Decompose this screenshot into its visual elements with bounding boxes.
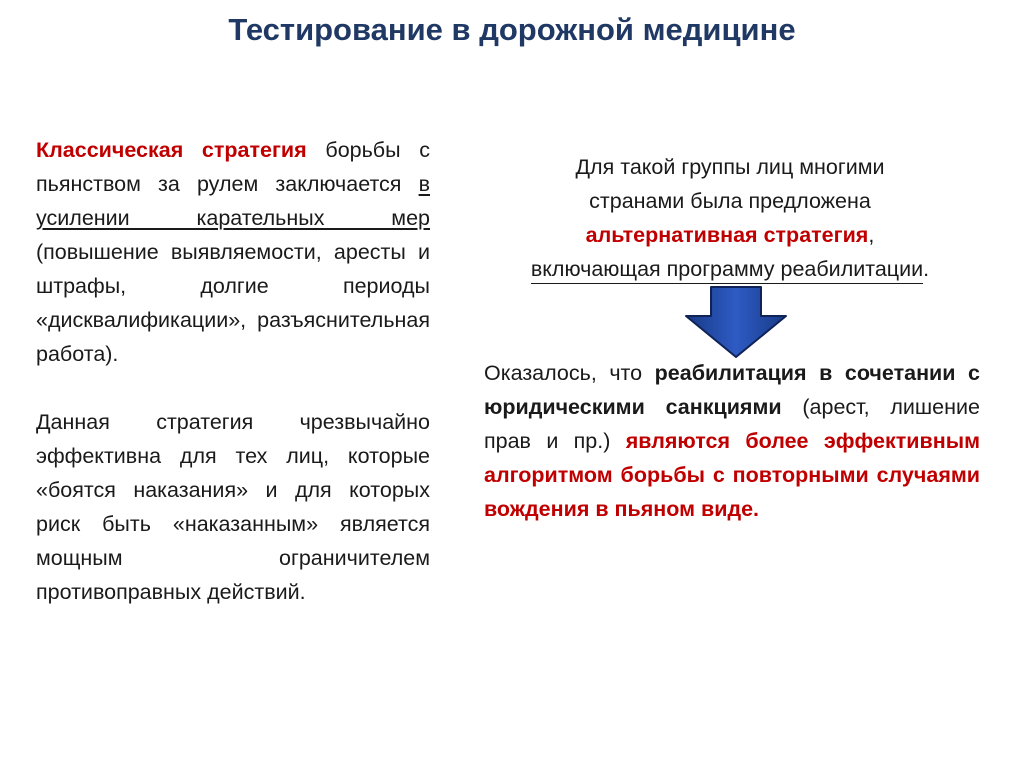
alt-line-2: странами была предложена xyxy=(589,189,871,213)
rehabilitation-sanctions-term: реабилитация в сочетании с юридическими санкциями xyxy=(484,361,980,419)
rehab-program-text: включающая программу реабилитации xyxy=(531,255,923,284)
classic-strategy-paragraph xyxy=(36,133,430,371)
alt-line-3 xyxy=(470,218,990,252)
alternative-strategy-block xyxy=(470,150,990,286)
sanctions-examples: (арест, лишение прав и пр.) xyxy=(484,395,980,453)
rehabilitation-conclusion-block xyxy=(484,356,980,526)
effectiveness-conclusion: являются более эффективным алгоритмом борьбы с повторными случаями вождения в пьяном виде. xyxy=(484,429,980,521)
alt-line-4 xyxy=(470,252,990,286)
rehabilitation-paragraph xyxy=(484,356,980,526)
conclusion-intro: Оказалось, что xyxy=(484,361,655,385)
classic-strategy-block xyxy=(36,133,430,609)
alt-line-1: Для такой группы лиц многими xyxy=(575,155,885,179)
classic-strategy-term: Классическая стратегия xyxy=(36,138,307,162)
effectiveness-paragraph: Данная стратегия чрезвычайно эффективна для тех лиц, которые «боятся наказания» и для которых риск быть «наказанным» является мощным ограничителем противоправных действий. xyxy=(36,410,430,604)
punitive-measures-text: в усилении карательных мер xyxy=(36,172,430,230)
alt-comma: , xyxy=(868,223,875,247)
page-title: Тестирование в дорожной медицине xyxy=(228,12,796,47)
down-arrow-icon xyxy=(684,286,788,358)
alt-period: . xyxy=(923,257,930,281)
measures-list-text: (повышение выявляемости, аресты и штрафы, долгие периоды «дисквалификации», разъяснительная работа). xyxy=(36,240,430,366)
alternative-strategy-term: альтернативная стратегия xyxy=(585,223,869,247)
classic-strategy-text: борьбы с пьянством за рулем заключается xyxy=(36,138,430,196)
